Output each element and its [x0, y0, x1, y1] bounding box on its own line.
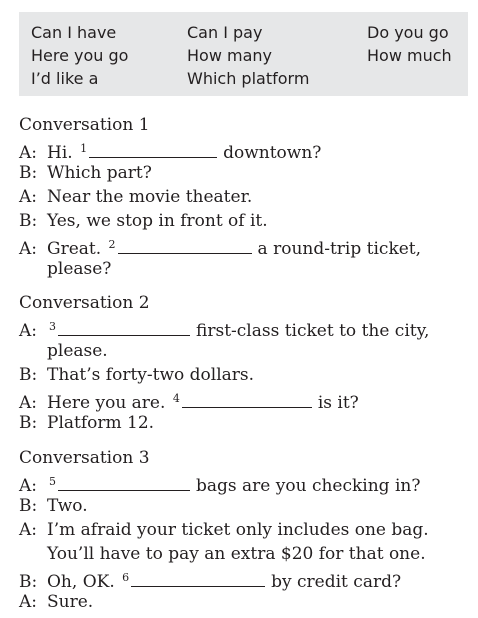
speaker-label: B: [19, 413, 38, 433]
line-text: Sure. [47, 592, 94, 612]
speaker-label: A: [19, 520, 38, 540]
phrase-item: Can I pay [187, 23, 263, 42]
line-text: Hi. [47, 143, 73, 163]
conversation-1 [19, 113, 421, 281]
speaker-label: A: [19, 143, 38, 163]
dialogue-line [19, 137, 421, 161]
conversation-title: Conversation 1 [19, 115, 150, 135]
line-text: Two. [47, 496, 88, 516]
line-text: Which part? [47, 163, 152, 183]
dialogue-line [19, 387, 429, 411]
dialogue-line [19, 209, 421, 233]
blank-number: 1 [80, 142, 88, 155]
conversation-3 [19, 446, 429, 614]
dialogue-line [19, 494, 429, 518]
dialogue-continuation: You’ll have to pay an extra $20 for that one. [47, 544, 426, 564]
conversation-title: Conversation 2 [19, 293, 150, 313]
line-text: Near the movie theater. [47, 187, 253, 207]
line-text: Great. [47, 239, 102, 259]
dialogue-line [19, 590, 429, 614]
dialogue-line [19, 566, 429, 590]
phrase-item: How many [187, 46, 272, 65]
dialogue-line [19, 185, 421, 209]
blank-number: 3 [49, 320, 56, 333]
phrase-item: How much [367, 46, 452, 65]
dialogue-line [19, 161, 421, 185]
dialogue-line [19, 411, 429, 435]
answer-blank [131, 571, 265, 587]
dialogue-line [19, 518, 429, 542]
dialogue-line [19, 315, 429, 339]
speaker-label: B: [19, 365, 38, 385]
answer-blank [118, 238, 252, 254]
line-text: Oh, OK. [47, 572, 115, 592]
blank-number: 2 [108, 238, 116, 251]
speaker-label: B: [19, 572, 38, 592]
phrase-item: Can I have [31, 23, 117, 42]
speaker-label: A: [19, 321, 38, 341]
phrase-item: Do you go [367, 23, 449, 42]
line-text: by credit card? [271, 572, 402, 592]
line-text: That’s forty-two dollars. [47, 365, 255, 385]
phrase-item: I’d like a [31, 69, 99, 88]
answer-blank [89, 142, 217, 158]
dialogue-line [19, 233, 421, 257]
dialogue-continuation: please? [47, 259, 112, 279]
line-text: a round-trip ticket, [257, 239, 422, 259]
line-text: Here you are. [47, 393, 166, 413]
speaker-label: B: [19, 163, 38, 183]
speaker-label: B: [19, 496, 38, 516]
dialogue-line [19, 363, 429, 387]
line-text: Yes, we stop in front of it. [47, 211, 268, 231]
line-text: bags are you checking in? [196, 476, 421, 496]
blank-number: 6 [122, 571, 130, 584]
line-text: I’m afraid your ticket only includes one bag. [47, 520, 429, 540]
line-text: downtown? [223, 143, 322, 163]
speaker-label: A: [19, 187, 38, 207]
line-text: is it? [317, 393, 359, 413]
conversation-2 [19, 291, 429, 435]
blank-number: 4 [172, 392, 180, 405]
speaker-label: A: [19, 592, 38, 612]
speaker-label: A: [19, 393, 38, 413]
conversation-title: Conversation 3 [19, 448, 150, 468]
phrase-item: Which platform [187, 69, 310, 88]
dialogue-continuation: please. [47, 341, 108, 361]
answer-blank [58, 320, 190, 336]
phrase-item: Here you go [31, 46, 129, 65]
line-text: first-class ticket to the city, [196, 321, 430, 341]
answer-blank [182, 392, 312, 408]
speaker-label: A: [19, 239, 38, 259]
blank-number: 5 [49, 475, 56, 488]
speaker-label: B: [19, 211, 38, 231]
line-text: Platform 12. [47, 413, 155, 433]
answer-blank [58, 475, 190, 491]
speaker-label: A: [19, 476, 38, 496]
dialogue-line [19, 470, 429, 494]
